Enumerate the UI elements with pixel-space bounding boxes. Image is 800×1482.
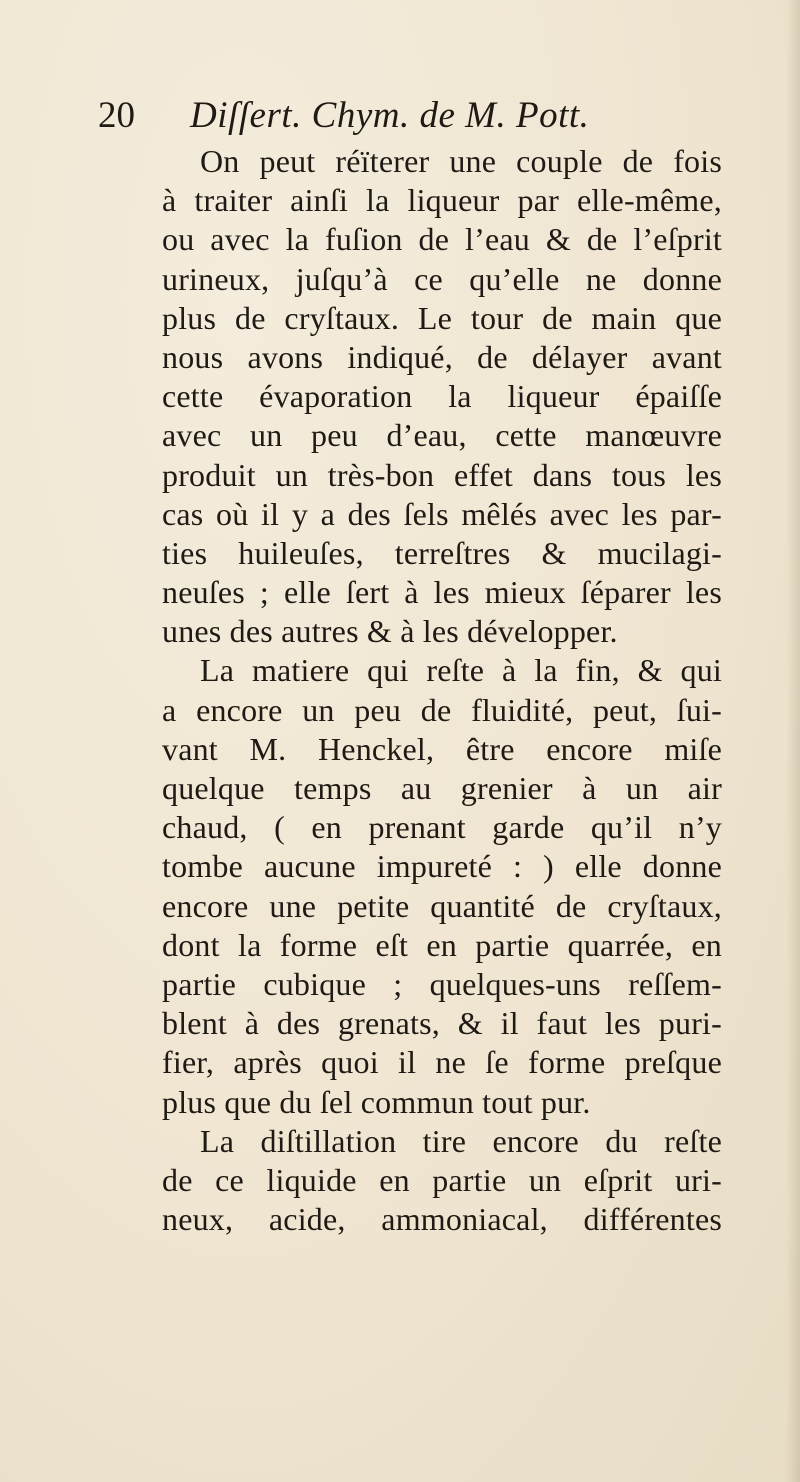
page-number: 20	[98, 95, 135, 136]
text-line: produit un très-bon effet dans tous les	[162, 456, 722, 493]
text-line: On peut réïterer une couple de fois	[200, 143, 722, 179]
text-line: dont la forme eſt en partie quarrée, en	[162, 926, 722, 963]
text-line: plus que du ſel commun tout pur.	[162, 1083, 591, 1120]
text-line: partie cubique ; quelques-uns reſſem-	[162, 965, 722, 1002]
text-line: La matiere qui reſte à la fin, & qui	[200, 652, 722, 689]
text-line: encore une petite quantité de cryſtaux,	[162, 887, 722, 924]
running-title: Diſſert. Chym. de M. Pott.	[190, 95, 590, 136]
text-line: neux, acide, ammoniacal, différentes	[162, 1201, 722, 1238]
text-line: de ce liquide en partie un eſprit uri-	[162, 1161, 722, 1198]
text-line: fier, après quoi il ne ſe forme preſque	[162, 1044, 722, 1081]
text-line: neuſes ; elle ſert à les mieux ſéparer les	[162, 574, 722, 611]
text-line: La diſtillation tire encore du reſte	[200, 1122, 722, 1159]
text-line: plus de cryſtaux. Le tour de main que	[162, 299, 722, 336]
text-line: urineux, juſqu’à ce qu’elle ne donne	[162, 260, 722, 297]
text-line: ties huileuſes, terreſtres & mucilagi-	[162, 534, 722, 571]
text-line: nous avons indiqué, de délayer avant	[162, 338, 722, 375]
text-line: a encore un peu de fluidité, peut, ſui-	[162, 691, 722, 728]
body-text	[162, 142, 722, 1239]
page-edge-shadow	[786, 0, 800, 1482]
text-block	[98, 90, 722, 1239]
text-line: quelque temps au grenier à un air	[162, 770, 722, 806]
text-line: blent à des grenats, & il faut les puri-	[162, 1005, 722, 1042]
text-line: unes des autres & à les développer.	[162, 613, 618, 650]
text-line: vant M. Henckel, être encore miſe	[162, 730, 722, 767]
text-line: avec un peu d’eau, cette manœuvre	[162, 417, 722, 454]
text-line: cette évaporation la liqueur épaiſſe	[162, 378, 722, 415]
text-line: tombe aucune impureté : ) elle donne	[162, 848, 722, 885]
text-line: chaud, ( en prenant garde qu’il n’y	[162, 809, 722, 846]
text-line: cas où il y a des ſels mêlés avec les par-	[162, 495, 722, 532]
running-head	[98, 90, 722, 142]
text-line: à traiter ainſi la liqueur par elle-même,	[162, 182, 722, 219]
text-line: ou avec la fuſion de l’eau & de l’eſprit	[162, 221, 722, 258]
